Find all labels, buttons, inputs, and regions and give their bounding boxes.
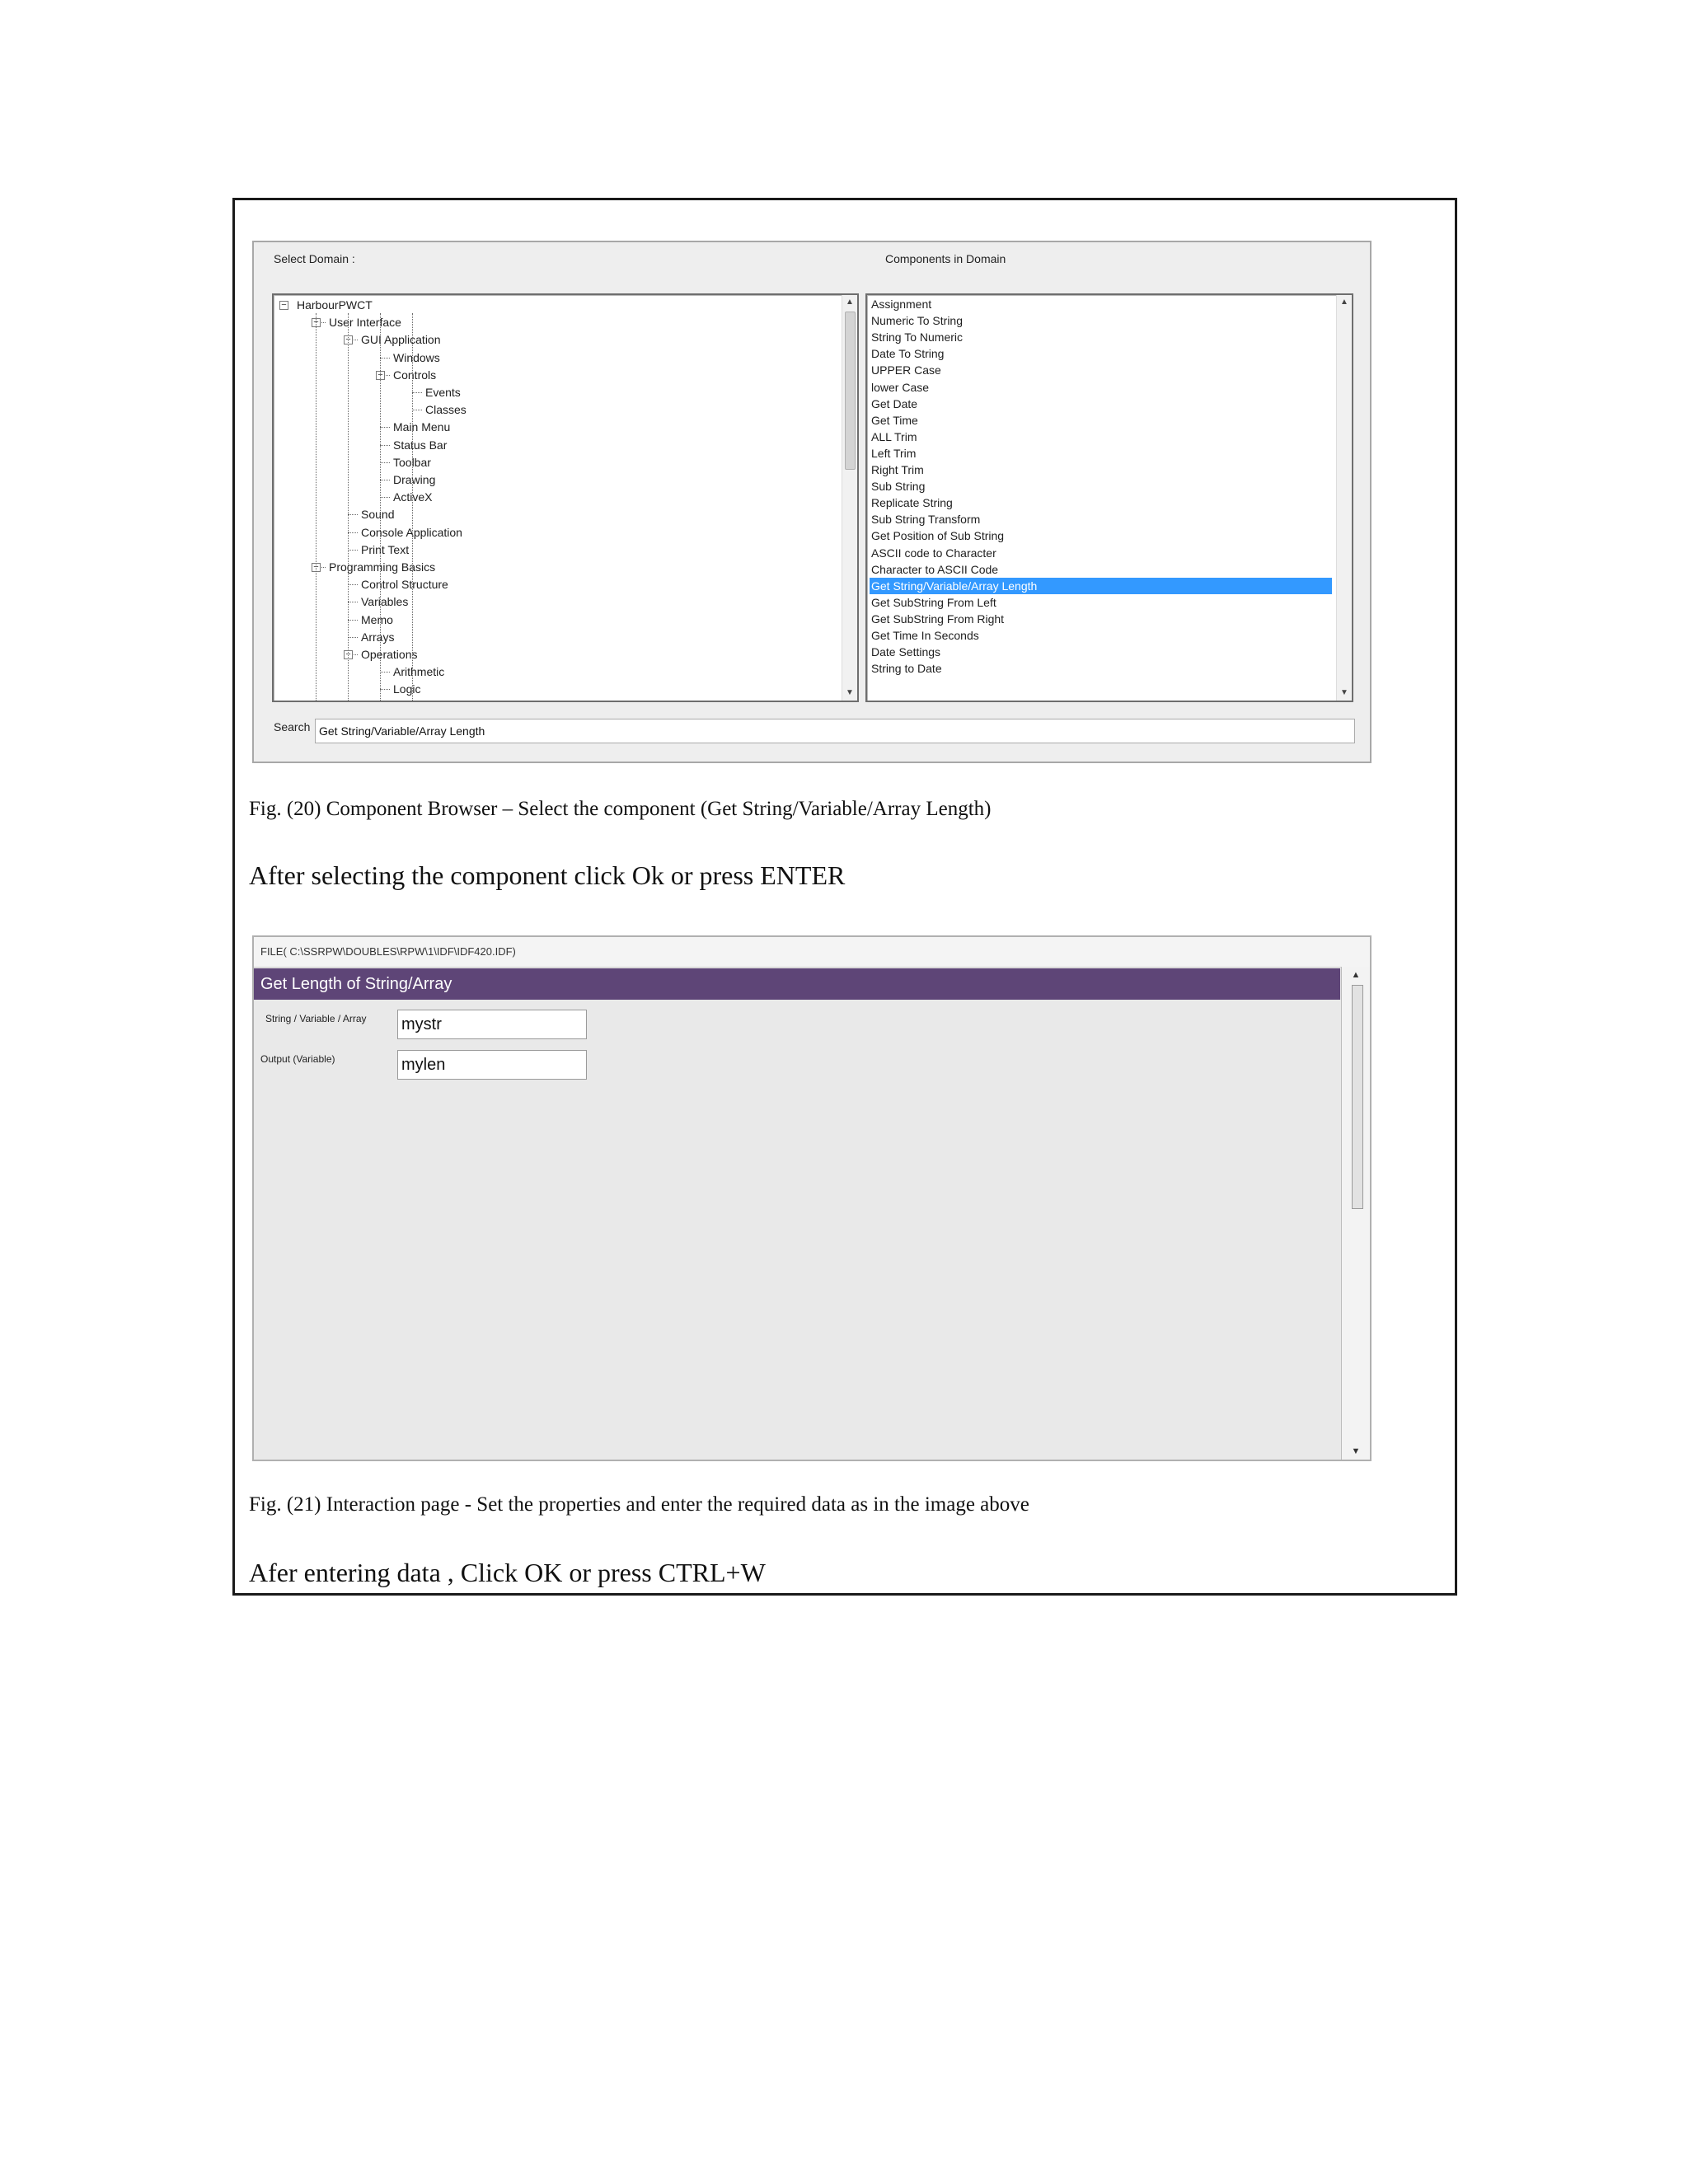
tree-item[interactable]: ActiveX [393, 490, 433, 504]
tree-connector [348, 514, 358, 515]
tree-item[interactable]: Toolbar [393, 455, 431, 469]
tree-item[interactable]: HarbourPWCT [297, 298, 373, 312]
component-item[interactable]: Get Position of Sub String [871, 529, 1005, 543]
component-item[interactable]: Get SubString From Right [871, 612, 1005, 626]
form-title: Get Length of String/Array [254, 968, 1340, 1000]
component-item[interactable]: Get Date [871, 396, 918, 410]
tree-collapse-icon[interactable]: − [344, 650, 353, 659]
tree-connector [380, 462, 390, 463]
components-scrollbar[interactable] [1336, 295, 1352, 701]
tree-item[interactable]: Classes [425, 403, 467, 417]
tree-connector [380, 427, 390, 428]
component-item[interactable]: Left Trim [871, 446, 917, 460]
figure-21-caption: Fig. (21) Interaction page - Set the properties and enter the required data as in the image above [249, 1493, 1029, 1516]
tree-guide [412, 313, 413, 701]
interaction-scroll-thumb[interactable] [1352, 985, 1363, 1209]
component-item[interactable]: String to Date [871, 662, 942, 676]
tree-item[interactable]: GUI Application [361, 333, 441, 347]
instruction-select-component: After selecting the component click Ok or press ENTER [249, 860, 846, 890]
tree-scroll-thumb[interactable] [845, 312, 856, 470]
tree-item[interactable]: Memo [361, 612, 393, 626]
domain-tree[interactable] [272, 293, 859, 702]
tree-item[interactable]: Control Structure [361, 578, 448, 592]
tree-item[interactable]: Variables [361, 595, 409, 609]
tree-connector [380, 689, 390, 690]
scroll-up-arrow-icon[interactable]: ▲ [1351, 970, 1361, 980]
tree-connector [348, 637, 358, 638]
component-item[interactable]: Get SubString From Left [871, 595, 996, 609]
tree-item[interactable]: Status Bar [393, 438, 448, 452]
component-item[interactable]: Sub String [871, 480, 926, 494]
components-in-domain-label: Components in Domain [885, 252, 1006, 265]
scroll-up-arrow-icon[interactable]: ▲ [1340, 298, 1348, 307]
tree-collapse-icon[interactable]: − [312, 318, 321, 327]
tree-item[interactable]: Controls [393, 368, 437, 382]
component-item[interactable]: Get Time [871, 413, 918, 427]
string-variable-array-label: String / Variable / Array [265, 1013, 367, 1024]
component-item[interactable]: Get Time In Seconds [871, 629, 979, 642]
component-browser [252, 241, 1372, 763]
output-variable-label: Output (Variable) [260, 1053, 335, 1065]
interaction-page [252, 935, 1372, 1461]
search-label: Search [274, 720, 311, 733]
tree-collapse-icon[interactable]: − [376, 371, 385, 380]
component-item[interactable]: lower Case [871, 380, 930, 394]
component-item[interactable]: Character to ASCII Code [871, 562, 999, 576]
component-item[interactable]: Replicate String [871, 496, 953, 510]
tree-item[interactable]: Drawing [393, 473, 436, 486]
component-item[interactable]: Sub String Transform [871, 513, 981, 527]
figure-20-caption: Fig. (20) Component Browser – Select the component (Get String/Variable/Array Length) [249, 798, 992, 820]
component-item[interactable]: Date To String [871, 347, 945, 361]
tree-connector [380, 497, 390, 498]
tree-item[interactable]: Events [425, 386, 461, 399]
tree-connector [380, 445, 390, 446]
component-item[interactable]: Numeric To String [871, 314, 964, 328]
tree-item[interactable]: Sound [361, 508, 395, 522]
tree-item[interactable]: Arithmetic [393, 665, 445, 679]
component-item[interactable]: ASCII code to Character [871, 546, 996, 560]
tree-connector [380, 358, 390, 359]
tree-connector [348, 584, 358, 585]
tree-item[interactable]: Console Application [361, 525, 462, 539]
tree-collapse-icon[interactable]: − [312, 563, 321, 572]
tree-guide [380, 313, 381, 701]
interaction-scrollbar[interactable] [1341, 967, 1370, 1460]
tree-connector [380, 672, 390, 673]
scroll-down-arrow-icon[interactable]: ▼ [1351, 1446, 1361, 1456]
output-variable-input[interactable] [397, 1050, 587, 1080]
tree-item[interactable]: Main Menu [393, 420, 451, 434]
tree-scrollbar[interactable] [842, 295, 857, 701]
component-item-selected[interactable]: Get String/Variable/Array Length [870, 578, 1332, 594]
component-item[interactable]: UPPER Case [871, 363, 941, 377]
file-path-bar: FILE( C:\SSRPW\DOUBLES\RPW\1\IDF\IDF420.IDF) [254, 937, 1370, 968]
tree-guide [348, 313, 349, 701]
tree-connector [412, 392, 422, 393]
tree-item[interactable]: Windows [393, 350, 440, 364]
tree-item[interactable]: Logic [393, 682, 421, 696]
component-item[interactable]: String To Numeric [871, 330, 964, 344]
component-item[interactable]: ALL Trim [871, 429, 917, 443]
tree-connector [348, 620, 358, 621]
components-list[interactable] [865, 293, 1353, 702]
component-item[interactable]: Right Trim [871, 463, 924, 476]
tree-item[interactable]: Arrays [361, 630, 395, 644]
scroll-down-arrow-icon[interactable]: ▼ [846, 688, 854, 697]
select-domain-label: Select Domain : [274, 252, 355, 265]
tree-collapse-icon[interactable]: − [344, 335, 353, 344]
tree-item[interactable]: Operations [361, 648, 418, 661]
tree-collapse-icon[interactable]: − [279, 301, 288, 310]
search-input[interactable] [315, 719, 1355, 743]
tree-item[interactable]: User Interface [329, 316, 401, 330]
tree-item[interactable]: Programming Basics [329, 560, 436, 574]
string-variable-array-input[interactable] [397, 1010, 587, 1039]
tree-connector [348, 550, 358, 551]
instruction-enter-data: Afer entering data , Click OK or press CTRL+W [249, 1558, 766, 1587]
component-item[interactable]: Date Settings [871, 645, 941, 659]
scroll-down-arrow-icon[interactable]: ▼ [1340, 688, 1348, 697]
component-item[interactable]: Assignment [871, 298, 932, 311]
scroll-up-arrow-icon[interactable]: ▲ [846, 298, 854, 307]
tree-connector [348, 532, 358, 533]
tree-item[interactable]: Print Text [361, 542, 410, 556]
